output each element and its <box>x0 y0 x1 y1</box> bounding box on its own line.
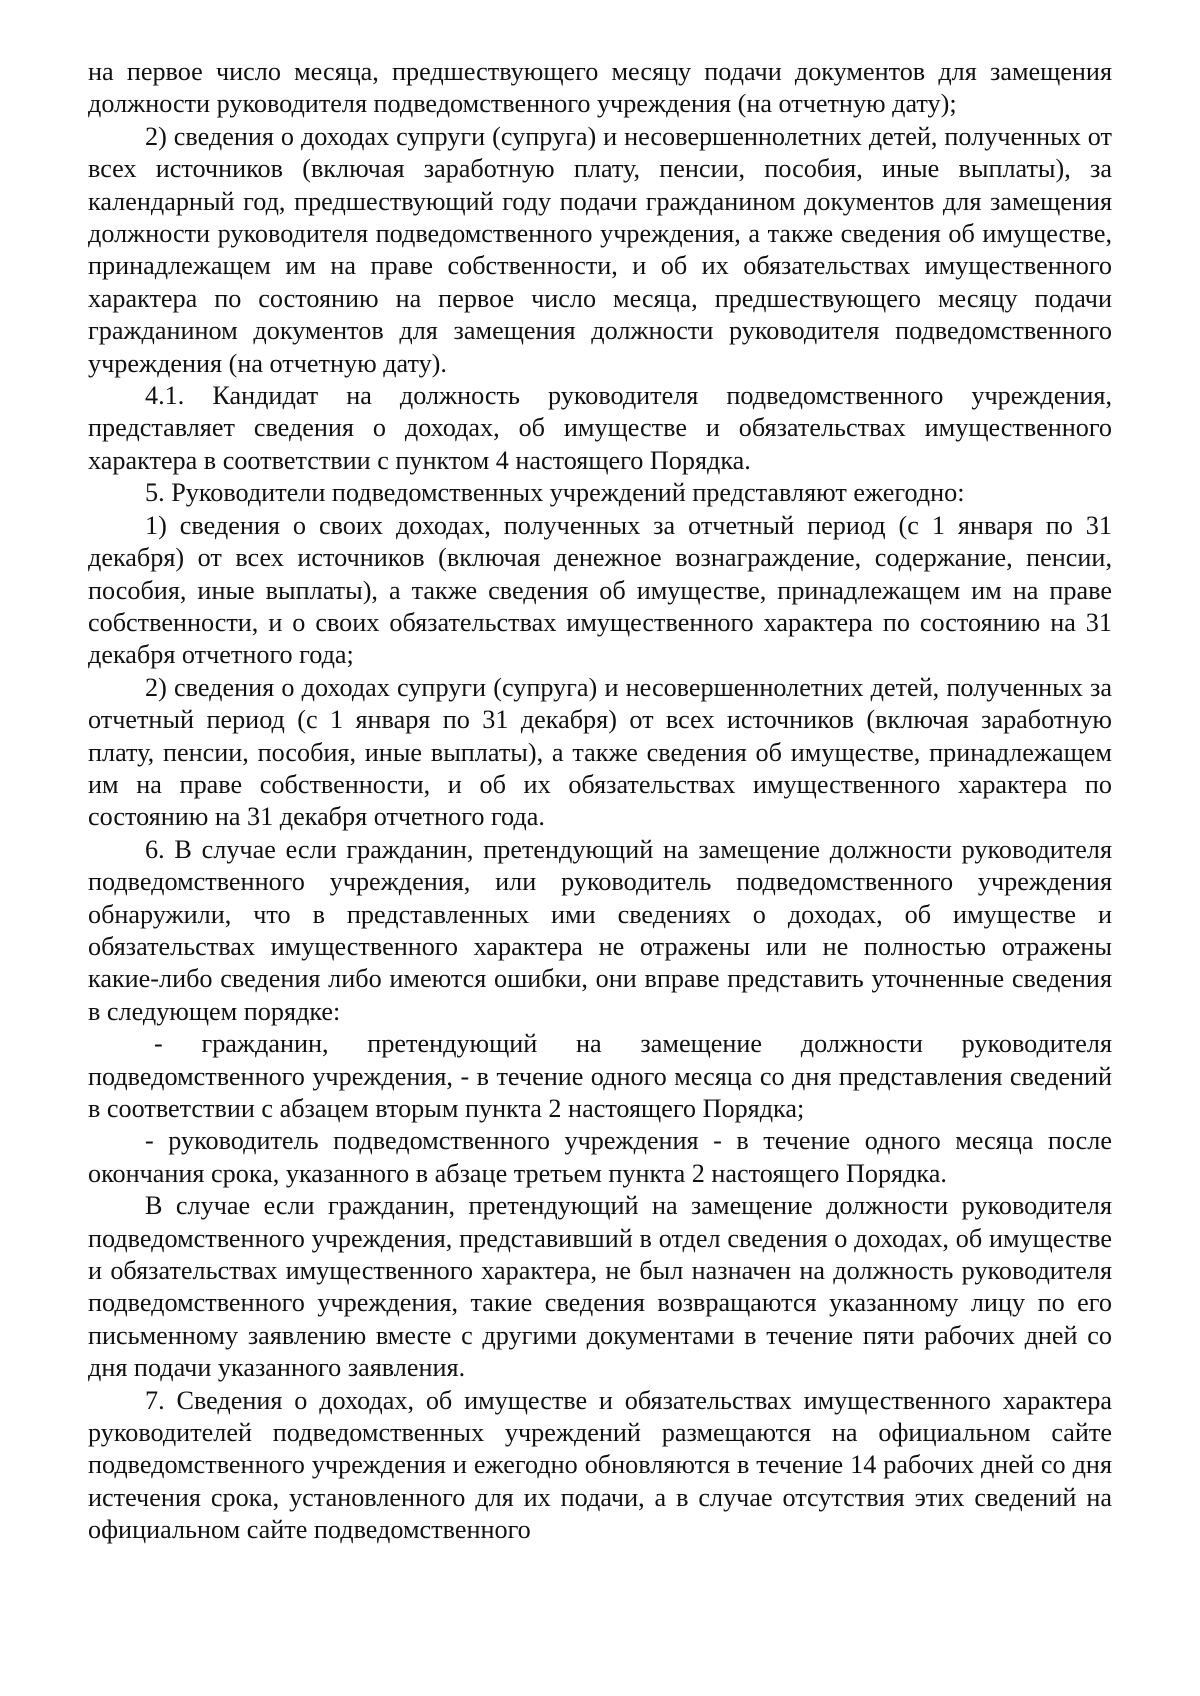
paragraph-6-return: В случае если гражданин, претендующий на замещение должности руководителя подведомственного учреждения, представивший в отдел сведения о доходах, об имуществе и обязательствах имущественного характера, не был назначен на должность руководителя подведомственного учреждения, такие сведения возвращаются указанному лицу по его письменному заявлению вместе с другими документами в течение пяти рабочих дней со дня подачи указанного заявления. <box>88 1191 1112 1383</box>
paragraph-5: 5. Руководители подведомственных учреждений представляют ежегодно: <box>145 478 965 508</box>
paragraph-continuation: на первое число месяца, предшествующего месяцу подачи документов для замещения должности руководителя подведомственного учреждения (на отчетную дату); <box>88 57 1112 119</box>
paragraph-6-dash-head: - руководитель подведомственного учреждения - в течение одного месяца после окончания срока, указанного в абзаце третьем пункта 2 настоящего Порядка. <box>88 1126 1112 1188</box>
paragraph-7: 7. Сведения о доходах, об имуществе и обязательствах имущественного характера руководителей подведомственных учреждений размещаются на официальном сайте подведомственного учреждения и ежегодно обновляются в течение 14 рабочих дней со дня истечения срока, установленного для их подачи, а в случае отсутствия этих сведений на официальном сайте подведомственного <box>88 1385 1112 1545</box>
paragraph-5-item-2: 2) сведения о доходах супруги (супруга) и несовершеннолетних детей, полученных за отчетный период (с 1 января по 31 декабря) от всех источников (включая заработную плату, пенсии, пособия, иные выплаты), а также сведения об имуществе, принадлежащем им на праве собственности, и об их обязательствах имущественного характера по состоянию на 31 декабря отчетного года. <box>88 672 1112 832</box>
paragraph-4-1: 4.1. Кандидат на должность руководителя подведомственного учреждения, представляет сведения о доходах, об имуществе и обязательствах имущественного характера в соответствии с пунктом 4 настоящего Порядка. <box>88 381 1112 475</box>
document-page <box>88 56 1112 1547</box>
paragraph-5-item-1: 1) сведения о своих доходах, полученных за отчетный период (с 1 января по 31 декабря) от всех источников (включая денежное вознаграждение, содержание, пенсии, пособия, иные выплаты), а также сведения об имуществе, принадлежащем им на праве собственности, и о своих обязательствах имущественного характера по состоянию на 31 декабря отчетного года; <box>88 510 1112 670</box>
paragraph-item-2-spouse-income: 2) сведения о доходах супруги (супруга) и несовершеннолетних детей, полученных от всех источников (включая заработную плату, пенсии, пособия, иные выплаты), за календарный год, предшествующий году подачи гражданином документов для замещения должности руководителя подведомственного учреждения, а также сведения об имуществе, принадлежащем им на праве собственности, и об их обязательствах имущественного характера по состоянию на первое число месяца, предшествующего месяцу подачи гражданином документов для замещения должности руководителя подведомственного учреждения (на отчетную дату). <box>88 121 1112 378</box>
paragraph-6: 6. В случае если гражданин, претендующий на замещение должности руководителя подведомственного учреждения, или руководитель подведомственного учреждения обнаружили, что в представленных ими сведениях о доходах, об имуществе и обязательствах имущественного характера не отражены или не полностью отражены какие-либо сведения либо имеются ошибки, они вправе представить уточненные сведения в следующем порядке: <box>88 834 1112 1026</box>
paragraph-6-dash-citizen: - гражданин, претендующий на замещение должности руководителя подведомственного учреждения, - в течение одного месяца со дня представления сведений в соответствии с абзацем вторым пункта 2 настоящего Порядка; <box>88 1029 1112 1123</box>
